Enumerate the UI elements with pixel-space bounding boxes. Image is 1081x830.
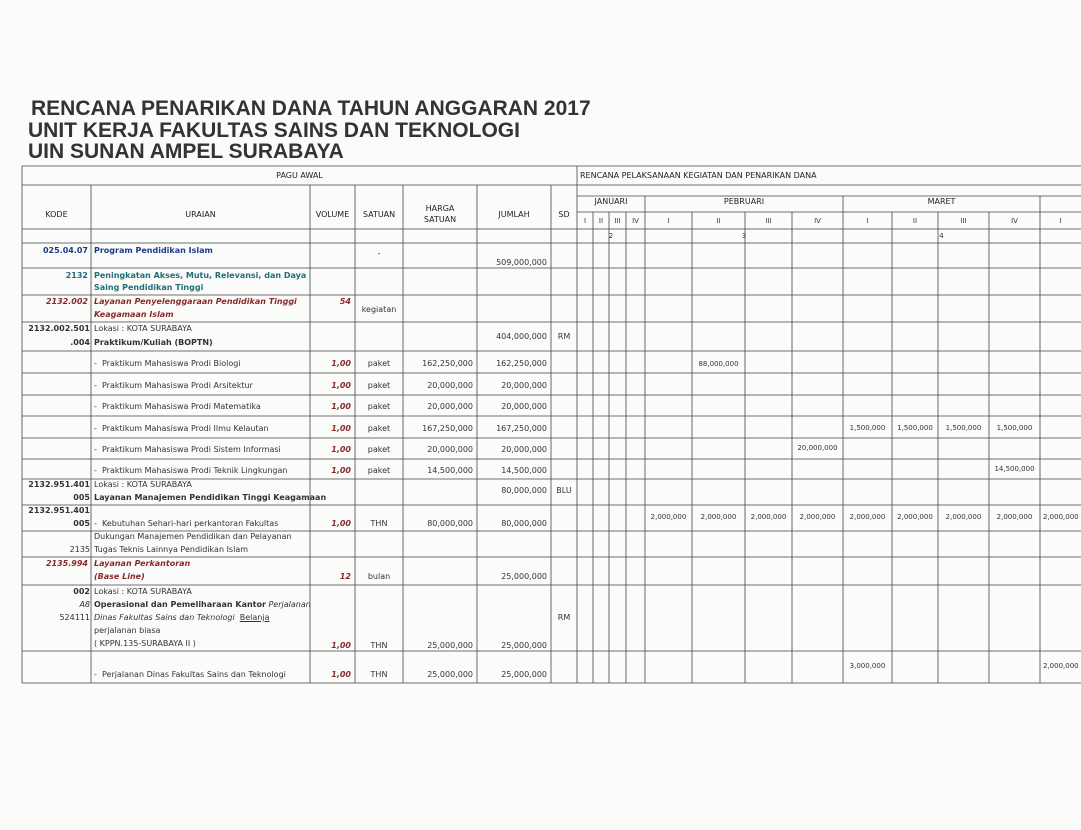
cell-feb-2: 88,000,000 <box>698 360 739 368</box>
row-uraian-3b: Belanja <box>239 613 270 622</box>
row-kode-2: .004 <box>70 338 90 347</box>
week-jan-3: III <box>614 217 621 225</box>
row-uraian-2: Tugas Teknis Lainnya Pendidikan Islam <box>94 545 249 554</box>
month-num-jan: 2 <box>608 232 614 240</box>
week-jan-4: IV <box>632 217 639 225</box>
cell-mar-4: 14,500,000 <box>994 465 1035 473</box>
row-kode: 2132.002 <box>45 297 88 306</box>
row-kode-1: 002 <box>73 587 90 596</box>
row-uraian: - Praktikum Mahasiswa Prodi Teknik Lingkungan <box>94 466 288 475</box>
row-kode-3: 524111 <box>59 613 90 622</box>
row-harga: 14,500,000 <box>427 466 473 475</box>
cell-feb-1: 2,000,000 <box>650 513 687 521</box>
row-jumlah: 20,000,000 <box>501 402 547 411</box>
row-volume: 1,00 <box>331 402 351 411</box>
row-uraian-1: Dukungan Manajemen Pendidikan dan Pelayanan <box>94 532 292 541</box>
header-uraian: URAIAN <box>185 210 216 219</box>
row-satuan: paket <box>367 424 391 433</box>
row-satuan: THN <box>370 670 388 679</box>
header-volume: VOLUME <box>315 210 350 219</box>
cell-mar-1: 1,500,000 <box>849 424 886 432</box>
row-jumlah: 80,000,000 <box>501 486 547 495</box>
row-kode-1: 2132.002.501 <box>28 324 90 333</box>
row-uraian-3a: Dinas Fakultas Sains dan Teknologi <box>94 613 235 622</box>
row-satuan: paket <box>367 359 391 368</box>
row-kode-2: A8 <box>79 600 90 609</box>
cell-mar-4: 2,000,000 <box>996 513 1033 521</box>
row-uraian-2: Layanan Manajemen Pendidikan Tinggi Keagamaan <box>94 493 327 502</box>
header-jumlah: JUMLAH <box>498 210 530 219</box>
cell-mar-3: 2,000,000 <box>945 513 982 521</box>
row-uraian: - Praktikum Mahasiswa Prodi Matematika <box>94 402 261 411</box>
month-num-mar: 4 <box>939 232 944 240</box>
week-jan-1: I <box>583 217 587 225</box>
row-harga: 20,000,000 <box>427 381 473 390</box>
doc-title-line-2: UNIT KERJA FAKULTAS SAINS DAN TEKNOLOGI <box>28 119 520 142</box>
header-harga-2: SATUAN <box>423 215 457 224</box>
header-harga-1: HARGA <box>425 204 455 213</box>
row-uraian-2: Keagamaan Islam <box>94 310 174 319</box>
header-maret: MARET <box>927 197 956 206</box>
row-harga: 167,250,000 <box>422 424 473 433</box>
row-sd: BLU <box>556 486 572 495</box>
week-feb-3: III <box>765 217 772 225</box>
row-jumlah: 509,000,000 <box>496 258 547 267</box>
row-satuan: bulan <box>367 572 391 581</box>
row-satuan: paket <box>367 445 391 454</box>
row-uraian: Program Pendidikan Islam <box>94 246 213 255</box>
row-kode-1: 2132.951.401 <box>28 506 90 515</box>
week-feb-4: IV <box>814 217 821 225</box>
header-pagu-awal: PAGU AWAL <box>276 171 323 180</box>
row-satuan: THN <box>370 519 388 528</box>
row-volume: 1,00 <box>331 466 351 475</box>
row-sd: RM <box>557 332 571 341</box>
cell-mar-2: 2,000,000 <box>897 513 933 521</box>
row-satuan: paket <box>367 466 391 475</box>
row-uraian-text: Praktikum Mahasiswa Prodi Arsitektur <box>101 381 253 390</box>
cell-mar-3: 1,500,000 <box>945 424 982 432</box>
week-mar-1: I <box>866 217 869 225</box>
row-kode-2: 005 <box>73 519 90 528</box>
week-mar-2: II <box>912 217 918 225</box>
week-apr-1: I <box>1059 217 1062 225</box>
row-uraian-text: Praktikum Mahasiswa Prodi Teknik Lingkungan <box>101 466 288 475</box>
row-harga: 80,000,000 <box>427 519 473 528</box>
row-kode: 2135 <box>69 545 90 554</box>
row-volume: 1,00 <box>331 424 351 433</box>
cell-feb-3: 2,000,000 <box>750 513 787 521</box>
row-jumlah: 162,250,000 <box>496 359 547 368</box>
row-satuan: THN <box>370 641 388 650</box>
row-kode: 2135.994 <box>45 559 88 568</box>
cell-mar-2: 1,500,000 <box>897 424 933 432</box>
row-uraian: - Praktikum Mahasiswa Prodi Biologi <box>94 359 241 368</box>
week-mar-4: IV <box>1011 217 1018 225</box>
row-kode: 025.04.07 <box>42 246 88 255</box>
week-jan-2: II <box>598 217 604 225</box>
row-satuan: paket <box>367 381 391 390</box>
cell-feb-4: 20,000,000 <box>797 444 838 452</box>
row-uraian-4: perjalanan biasa <box>94 626 161 635</box>
row-satuan: - <box>377 249 381 258</box>
row-uraian-1: Layanan Penyelenggaraan Pendidikan Tinggi <box>94 297 297 306</box>
header-satuan: SATUAN <box>362 210 396 219</box>
row-kode-2: 005 <box>73 493 90 502</box>
header-kode: KODE <box>45 210 68 219</box>
row-jumlah: 404,000,000 <box>496 332 547 341</box>
row-harga: 25,000,000 <box>427 670 473 679</box>
cell-apr-1: 2,000,000 <box>1043 662 1079 670</box>
row-uraian-1: Peningkatan Akses, Mutu, Relevansi, dan Daya <box>94 271 307 280</box>
row-volume: 1,00 <box>331 641 351 650</box>
row-uraian-3 <box>94 614 270 622</box>
row-uraian-1: Lokasi : KOTA SURABAYA <box>94 324 192 333</box>
row-harga: 20,000,000 <box>427 402 473 411</box>
row-jumlah: 20,000,000 <box>501 381 547 390</box>
row-uraian: - Kebutuhan Sehari-hari perkantoran Fakultas <box>94 519 279 528</box>
header-pebruari: PEBRUARI <box>723 197 765 206</box>
row-kode-1: 2132.951.401 <box>28 480 90 489</box>
header-sd: SD <box>558 210 570 219</box>
week-feb-1: I <box>667 217 670 225</box>
row-volume: 1,00 <box>331 381 351 390</box>
row-uraian-text: Kebutuhan Sehari-hari perkantoran Fakultas <box>101 519 279 528</box>
week-mar-3: III <box>960 217 967 225</box>
row-uraian-text: Praktikum Mahasiswa Prodi Ilmu Kelautan <box>101 424 269 433</box>
row-uraian-2 <box>94 601 311 609</box>
row-jumlah: 25,000,000 <box>501 641 547 650</box>
cell-mar-4: 1,500,000 <box>996 424 1033 432</box>
row-jumlah: 167,250,000 <box>496 424 547 433</box>
row-satuan: kegiatan <box>361 305 397 314</box>
cell-feb-4: 2,000,000 <box>799 513 836 521</box>
row-uraian-1: Lokasi : KOTA SURABAYA <box>94 480 192 489</box>
doc-title-line-3: UIN SUNAN AMPEL SURABAYA <box>28 140 344 163</box>
row-uraian-2: Saing Pendidikan Tinggi <box>94 283 204 292</box>
row-jumlah: 80,000,000 <box>501 519 547 528</box>
row-uraian-1: Layanan Perkantoran <box>94 559 191 568</box>
doc-title-line-1: RENCANA PENARIKAN DANA TAHUN ANGGARAN 2017 <box>31 97 591 120</box>
week-feb-2: II <box>716 217 721 225</box>
header-januari: JANUARI <box>594 197 628 206</box>
row-uraian-text: Praktikum Mahasiswa Prodi Sistem Informasi <box>101 445 281 454</box>
row-harga: 20,000,000 <box>427 445 473 454</box>
row-uraian-text: Praktikum Mahasiswa Prodi Biologi <box>101 359 241 368</box>
row-uraian-5: ( KPPN.135-SURABAYA II ) <box>94 639 196 648</box>
row-jumlah: 25,000,000 <box>501 572 547 581</box>
row-uraian-text: Praktikum Mahasiswa Prodi Matematika <box>101 402 261 411</box>
cell-feb-2: 2,000,000 <box>700 513 737 521</box>
row-volume: 1,00 <box>331 670 351 679</box>
row-uraian: - Praktikum Mahasiswa Prodi Arsitektur <box>94 381 253 390</box>
row-uraian-2: (Base Line) <box>94 572 145 581</box>
row-uraian-2b: Perjalanan <box>268 600 311 609</box>
row-jumlah: 14,500,000 <box>501 466 547 475</box>
row-harga: 162,250,000 <box>422 359 473 368</box>
cell-apr-1: 2,000,000 <box>1043 513 1079 521</box>
row-uraian-1: Lokasi : KOTA SURABAYA <box>94 587 192 596</box>
header-rencana: RENCANA PELAKSANAAN KEGIATAN DAN PENARIKAN DANA <box>580 171 817 180</box>
row-volume: 12 <box>339 572 351 581</box>
row-volume: 1,00 <box>331 519 351 528</box>
cell-mar-1: 2,000,000 <box>849 513 886 521</box>
row-kode: 2132 <box>65 271 88 280</box>
row-sd: RM <box>557 613 571 622</box>
row-satuan: paket <box>367 402 391 411</box>
row-jumlah: 20,000,000 <box>501 445 547 454</box>
row-uraian-2a: Operasional dan Pemeliharaan Kantor <box>94 600 266 609</box>
row-uraian: - Praktikum Mahasiswa Prodi Ilmu Kelautan <box>94 424 269 433</box>
row-uraian-2: Praktikum/Kuliah (BOPTN) <box>94 338 213 347</box>
row-uraian-text: Perjalanan Dinas Fakultas Sains dan Teknologi <box>101 670 286 679</box>
cell-mar-1: 3,000,000 <box>849 662 886 670</box>
month-num-feb: 3 <box>741 232 747 240</box>
row-uraian: - Praktikum Mahasiswa Prodi Sistem Informasi <box>94 445 281 454</box>
row-uraian: - Perjalanan Dinas Fakultas Sains dan Teknologi <box>94 670 286 679</box>
row-volume: 1,00 <box>331 445 351 454</box>
row-volume: 1,00 <box>331 359 351 368</box>
row-jumlah: 25,000,000 <box>501 670 547 679</box>
row-volume: 54 <box>339 297 351 306</box>
row-harga: 25,000,000 <box>427 641 473 650</box>
